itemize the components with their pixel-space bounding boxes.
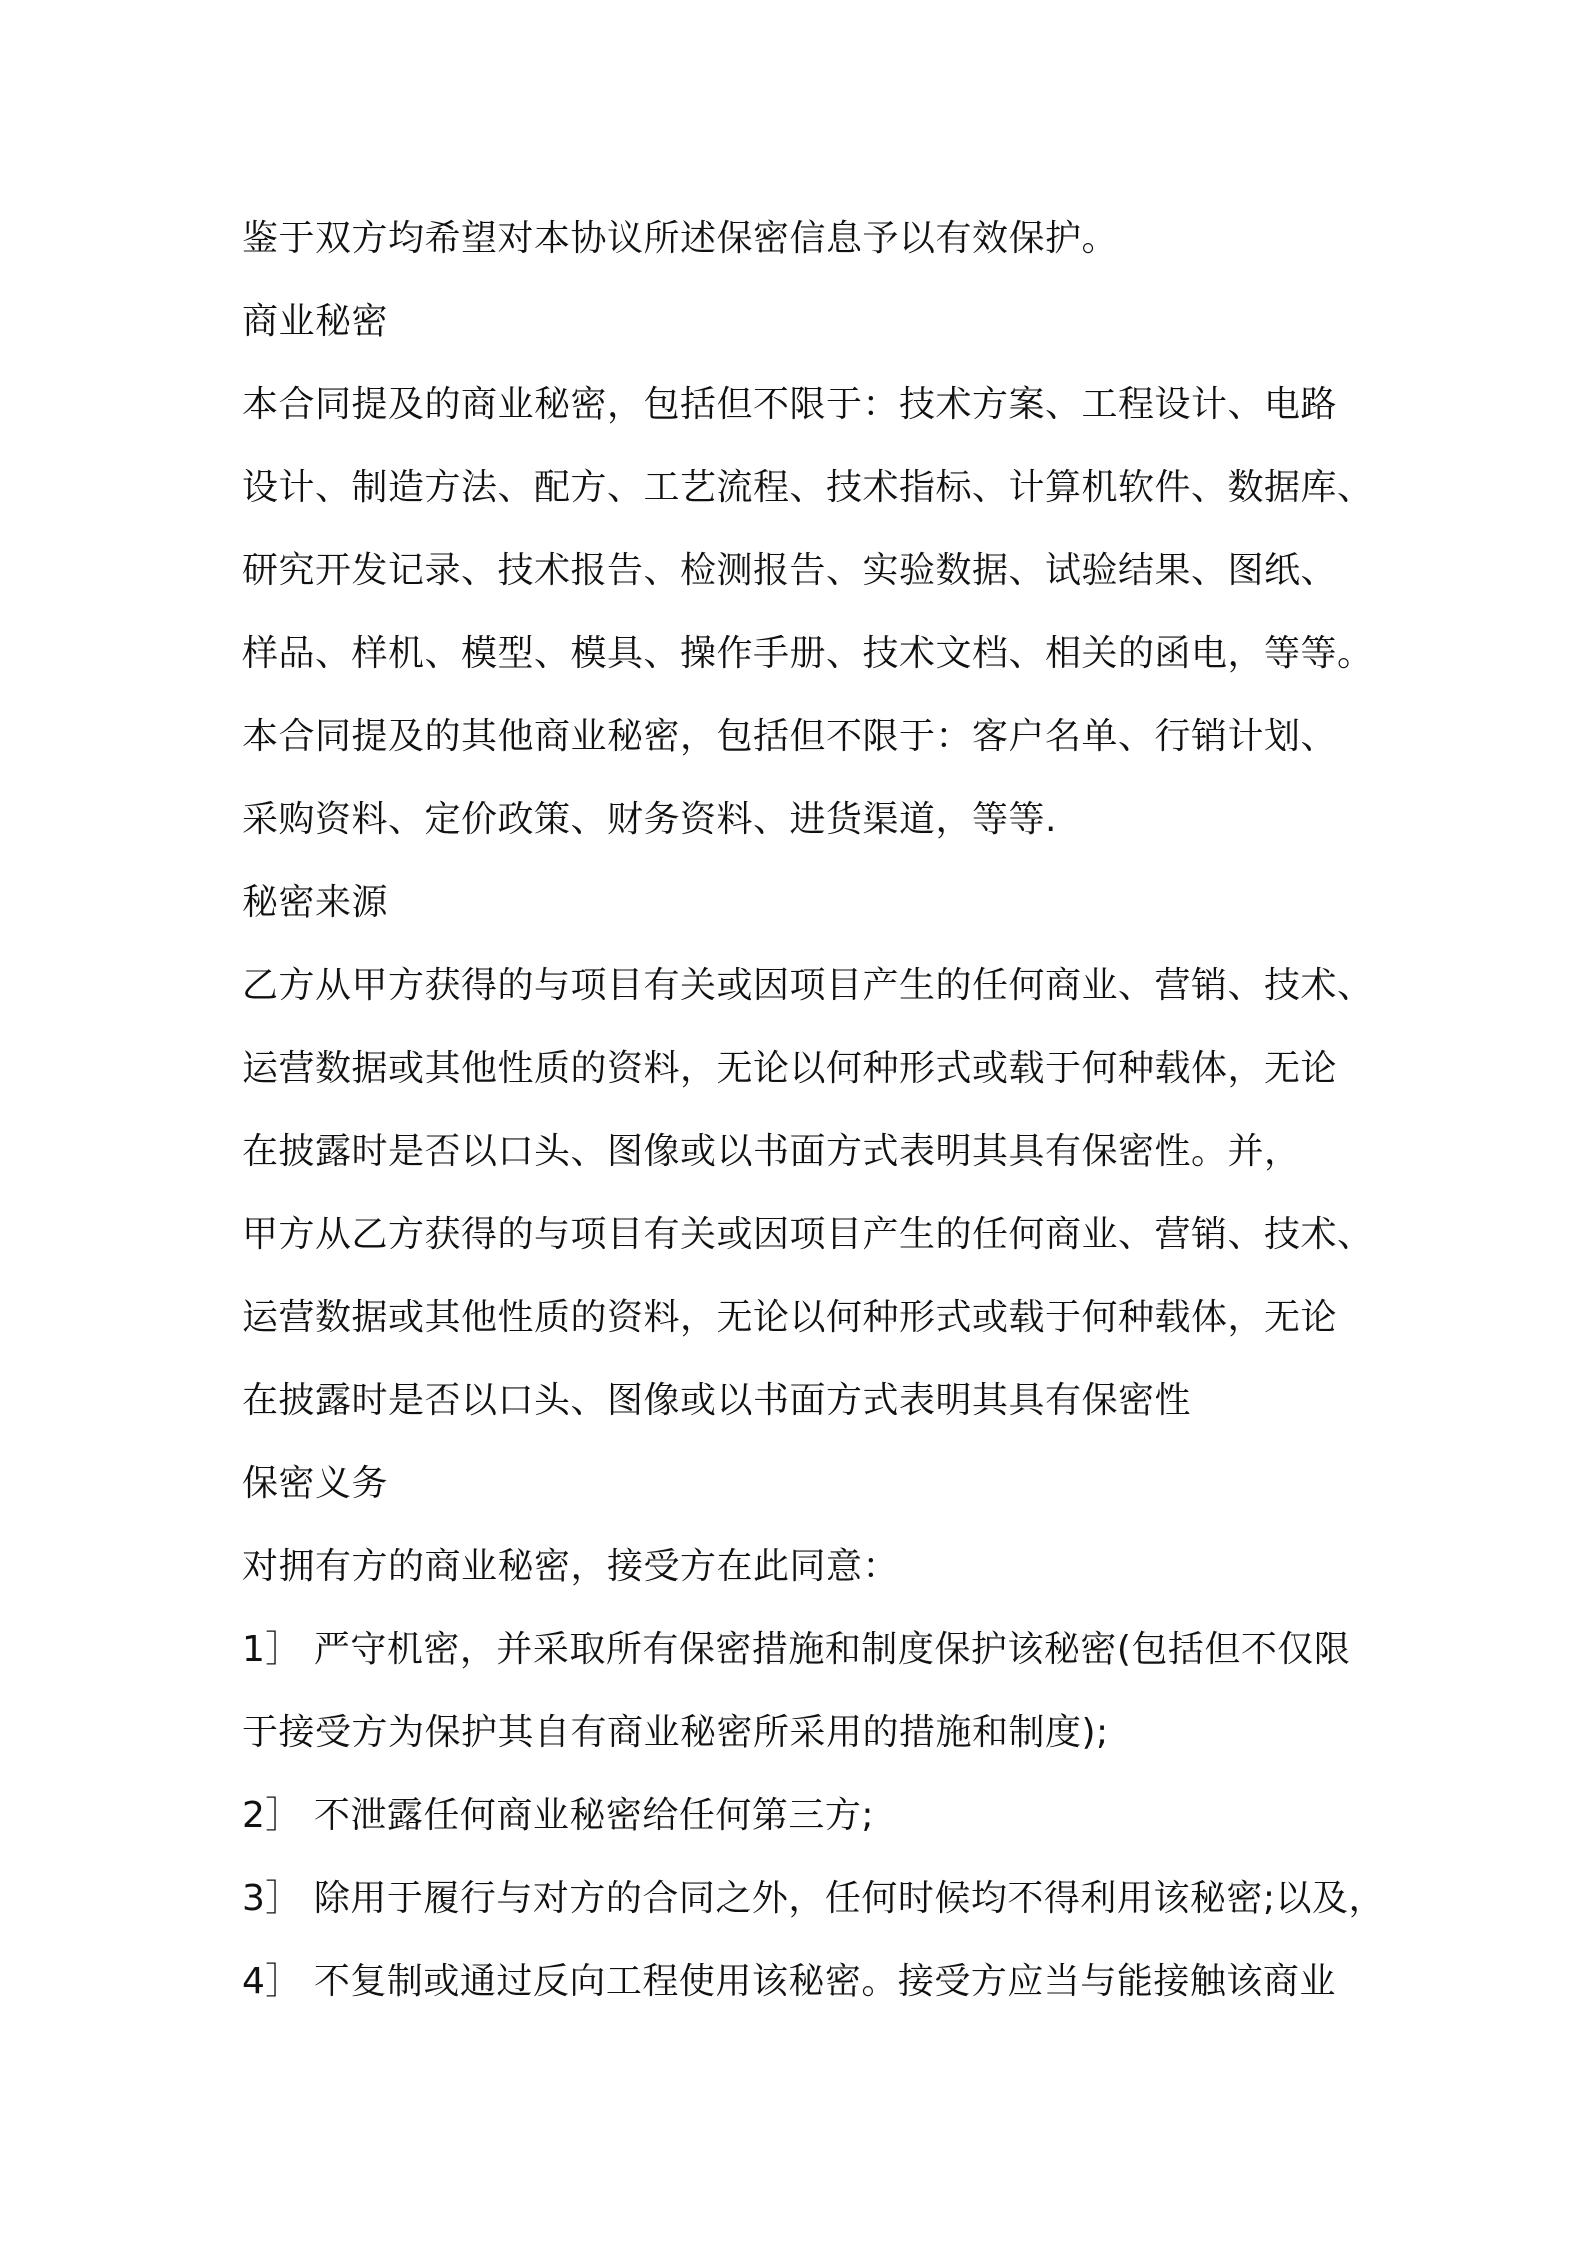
intro-line: 鉴于双方均希望对本协议所述保密信息予以有效保护。	[242, 218, 1119, 259]
section-heading-trade-secret: 商业秘密	[242, 301, 389, 342]
body-line: 运营数据或其他性质的资料，无论以何种形式或载于何种载体，无论	[242, 1048, 1338, 1089]
body-line: 乙方从甲方获得的与项目有关或因项目产生的任何商业、营销、技术、	[242, 965, 1374, 1006]
body-line: 本合同提及的其他商业秘密，包括但不限于：客户名单、行销计划、	[242, 716, 1338, 757]
list-item-3: 3］ 除用于履行与对方的合同之外，任何时候均不得利用该秘密;以及，	[242, 1878, 1385, 1919]
list-item-2: 2］ 不泄露任何商业秘密给任何第三方;	[242, 1795, 874, 1836]
section-heading-confidentiality-obligation: 保密义务	[242, 1463, 389, 1504]
body-line: 运营数据或其他性质的资料，无论以何种形式或载于何种载体，无论	[242, 1297, 1338, 1338]
body-line: 采购资料、定价政策、财务资料、进货渠道，等等.	[242, 799, 1057, 840]
body-line: 本合同提及的商业秘密，包括但不限于：技术方案、工程设计、电路	[242, 384, 1338, 425]
body-line: 对拥有方的商业秘密，接受方在此同意：	[242, 1546, 900, 1587]
list-item-1-continued: 于接受方为保护其自有商业秘密所采用的措施和制度);	[242, 1712, 1109, 1753]
section-heading-secret-source: 秘密来源	[242, 882, 389, 923]
list-item-1: 1］ 严守机密，并采取所有保密措施和制度保护该秘密(包括但不仅限	[242, 1629, 1351, 1670]
body-line: 在披露时是否以口头、图像或以书面方式表明其具有保密性	[242, 1380, 1192, 1421]
list-item-4: 4］ 不复制或通过反向工程使用该秘密。接受方应当与能接触该商业	[242, 1961, 1336, 2002]
document-body	[242, 197, 1385, 2023]
body-line: 在披露时是否以口头、图像或以书面方式表明其具有保密性。并，	[242, 1131, 1301, 1172]
body-line: 甲方从乙方获得的与项目有关或因项目产生的任何商业、营销、技术、	[242, 1214, 1374, 1255]
body-line: 设计、制造方法、配方、工艺流程、技术指标、计算机软件、数据库、	[242, 467, 1374, 508]
body-line: 样品、样机、模型、模具、操作手册、技术文档、相关的函电，等等。	[242, 633, 1374, 674]
body-line: 研究开发记录、技术报告、检测报告、实验数据、试验结果、图纸、	[242, 550, 1338, 591]
